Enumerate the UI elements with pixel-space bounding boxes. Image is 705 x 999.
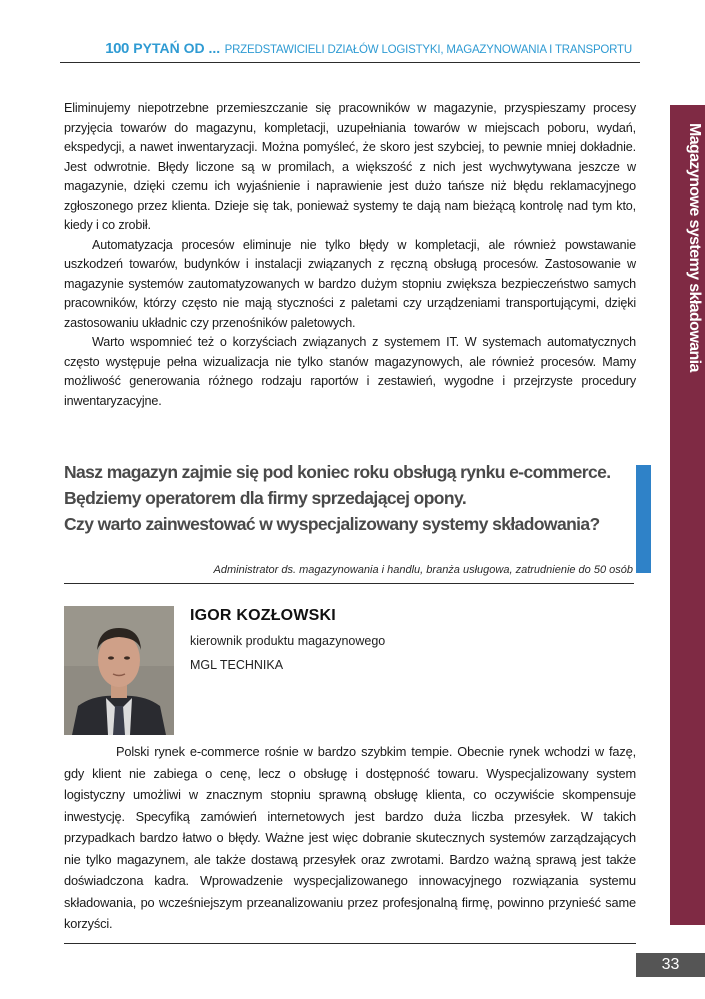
question-line: Nasz magazyn zajmie się pod koniec roku obsługą rynku e-commerce. [64,462,611,482]
question-heading [64,459,634,537]
section-label: Magazynowe systemy składowania [686,123,703,372]
intro-text-block [64,99,636,411]
question-author: Administrator ds. magazynowania i handlu, branża usługowa, zatrudnienie do 50 osób [213,564,633,576]
section-sidebar [670,105,705,925]
header-title-rest: PRZEDSTAWICIELI DZIAŁÓW LOGISTYKI, MAGAZYNOWANIA I TRANSPORTU [224,44,632,56]
person-role: kierownik produktu magazynowego [190,634,386,648]
running-header [60,38,640,63]
page-number: 33 [636,953,705,977]
question-line: Będziemy operatorem dla firmy sprzedającej opony. [64,488,467,508]
divider [64,583,634,584]
person-name: IGOR KOZŁOWSKI [190,607,336,624]
answer-text-block [64,741,636,935]
paragraph: Warto wspomnieć też o korzyściach związanych z systemem IT. W systemach automatycznych często występuje pełna wizualizacja nie tylko stanów magazynowych, ale również procesów. Mamy możliwość generowania różnego rodzaju raportów i zestawień, wygodne i przejrzyste procedury inwentaryzacyjne. [64,335,636,408]
footer-divider [64,943,636,944]
paragraph: Eliminujemy niepotrzebne przemieszczanie się pracowników w magazynie, przyspieszamy procesy przyjęcia towarów do magazynu, kompletacji, uzupełniania towarów w miejscach poboru, wydań, ekspedycji, a nawet inwentaryzacji. Można pomyśleć, że skoro jest szybciej, to pewnie mniej dokładnie. Jest odwrotnie. Błędy liczone są w promilach, a większość z nich jest wychwytywana jeszcze w magazynie, dzięki czemu ich wyjaśnienie i naprawienie jest dużo tańsze niż błędu reklamacyjnego zgłoszonego przez klienta. Dzieje się tak, ponieważ systemy te dają nam bieżącą kontrolę nad tym kto, kiedy i co zrobił. [64,101,636,232]
header-number: 100 [105,40,129,57]
portrait-illustration [64,606,174,735]
question-line: Czy warto zainwestować w wyspecjalizowany systemy składowania? [64,514,600,534]
header-title-strong: PYTAŃ OD ... [133,40,221,56]
paragraph: Automatyzacja procesów eliminuje nie tylko błędy w kompletacji, ale również powstawanie uszkodzeń towarów, budynków i instalacji związanych z ręczną obsługą procesów. Zastosowanie w magazynie systemów zautomatyzowanych w bardzo dużym stopniu zwiększa bezpieczeństwo samych pracowników, którzy często nie mają styczności z paletami czy urządzeniami transportującymi, dzięki zastosowaniu układnic czy przenośników paletowych. [64,237,636,330]
question-accent-bar [636,465,651,573]
person-company: MGL TECHNIKA [190,658,284,672]
person-photo [64,606,174,735]
paragraph: Polski rynek e-commerce rośnie w bardzo szybkim tempie. Obecnie rynek wchodzi w fazę, gdy klient nie zabiega o cenę, lecz o obsługę i dostępność towaru. Wyspecjalizowany system logistyczny umożliwi w znacznym stopniu sprawną obsługę klienta, co oczywiście skompensuje inwestycję. Specyfiką zamówień internetowych jest bardzo duża liczba przesyłek. W takich przypadkach bardzo łatwo o błędy. Ważne jest więc dobranie skutecznych systemów zarządzających nie tylko magazynem, ale także dostawą przesyłek oraz zwrotami. Bardzo ważną sprawą jest także doświadczona kadra. Wprowadzenie wyspecjalizowanego innowacyjnego rozwiązania systemu składowania, po wcześniejszym przeanalizowaniu przez profesjonalną firmę, powinno przynieść same korzyści. [64,744,636,931]
